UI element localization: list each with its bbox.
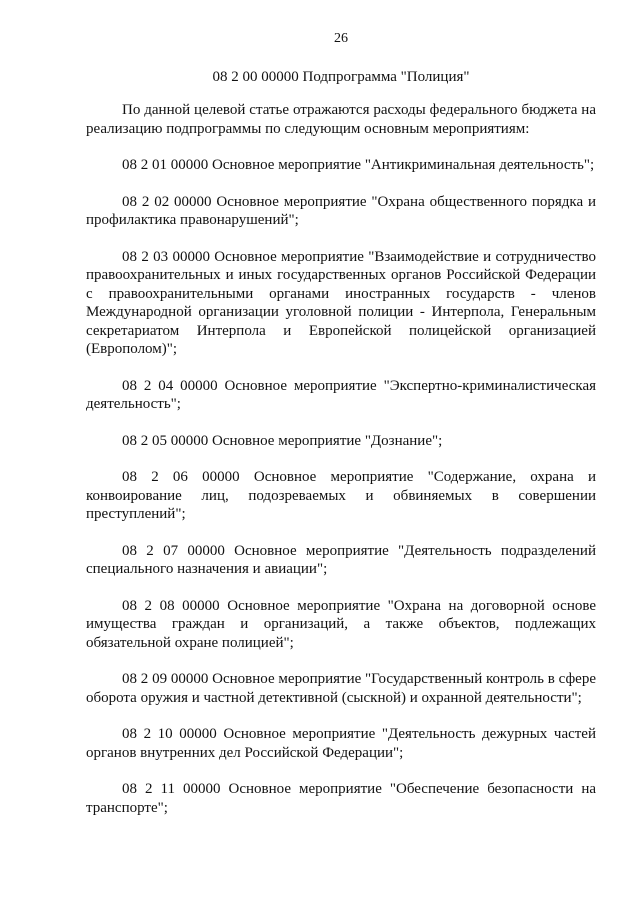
document-page [86, 30, 596, 835]
page-number: 26 [334, 31, 348, 46]
paragraph-item-09: 08 2 09 00000 Основное мероприятие "Государственный контроль в сфере оборота оружия и частной детективной (сыскной) и охранной деятельности"; [86, 671, 596, 706]
paragraph-intro: По данной целевой статье отражаются расходы федерального бюджета на реализацию подпрограммы по следующим основным мероприятиям: [86, 102, 596, 137]
paragraph-item-04: 08 2 04 00000 Основное мероприятие "Экспертно-криминалистическая деятельность"; [86, 377, 596, 412]
paragraph-item-03: 08 2 03 00000 Основное мероприятие "Взаимодействие и сотрудничество правоохранительных и иных государственных органов Российской Федерации с правоохранительными органами иностранных государств - членов Международной организации уголовной полиции - Интерпола, Генеральным секретариатом Интерпола и Европейской полицейской организацией (Европолом)"; [86, 248, 596, 357]
paragraph-item-11: 08 2 11 00000 Основное мероприятие "Обеспечение безопасности на транспорте"; [86, 781, 596, 816]
paragraph-item-05: 08 2 05 00000 Основное мероприятие "Дознание"; [122, 432, 443, 449]
paragraph-item-07: 08 2 07 00000 Основное мероприятие "Деятельность подразделений специального назначения и авиации"; [86, 542, 596, 577]
paragraph-item-10: 08 2 10 00000 Основное мероприятие "Деятельность дежурных частей органов внутренних дел Российской Федерации"; [86, 726, 596, 761]
paragraph-item-06: 08 2 06 00000 Основное мероприятие "Содержание, охрана и конвоирование лиц, подозреваемых и обвиняемых в совершении преступлений"; [86, 469, 596, 522]
paragraph-item-02: 08 2 02 00000 Основное мероприятие "Охрана общественного порядка и профилактика правонарушений"; [86, 193, 596, 228]
section-heading: 08 2 00 00000 Подпрограмма "Полиция" [212, 69, 470, 85]
paragraph-item-01: 08 2 01 00000 Основное мероприятие "Антикриминальная деятельность"; [122, 157, 595, 173]
paragraph-item-08: 08 2 08 00000 Основное мероприятие "Охрана на договорной основе имущества граждан и организаций, а также объектов, подлежащих обязательной охране полицией"; [86, 597, 596, 651]
